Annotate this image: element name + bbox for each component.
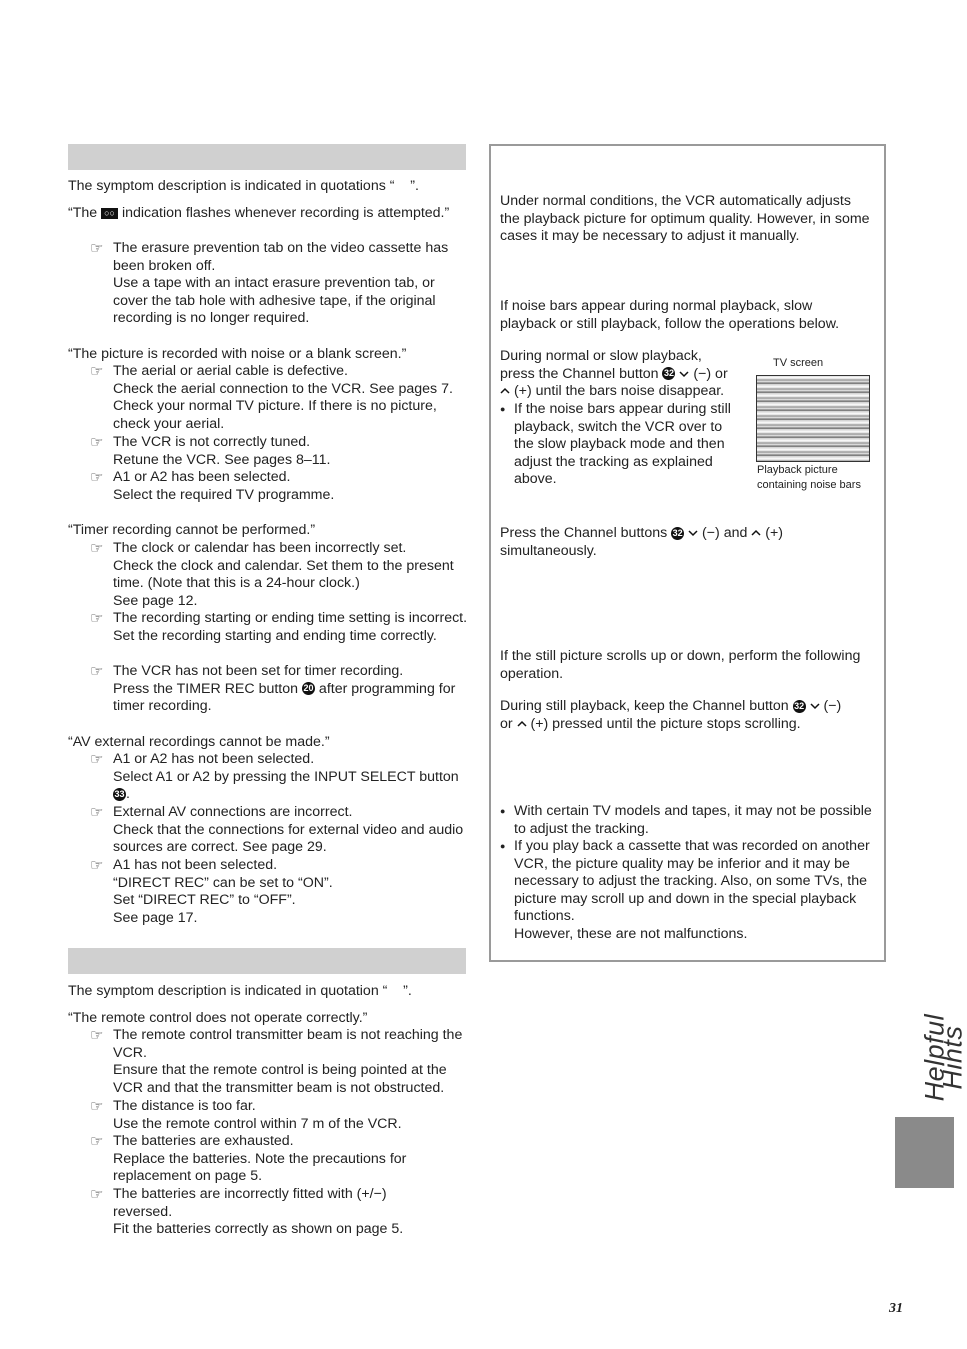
still-playback-instruction: During still playback, keep the Channel button 32 (−) or (+) pressed until the picture stops scrolling. — [500, 698, 842, 732]
note-item — [500, 838, 875, 944]
noise-bars-intro: If noise bars appear during normal playback, slow playback or still playback, follow the operations below. — [500, 298, 840, 332]
note-text: With certain TV models and tapes, it may not be possible to adjust the tracking. — [514, 803, 872, 837]
pointing-hand-icon: ☞ — [90, 857, 104, 874]
remedy-text: Select A1 or A2 by pressing the INPUT SELECT button 33 . — [113, 768, 459, 803]
remedy-text: Check that the connections for external video and audio sources are correct. See page 29. — [113, 821, 464, 856]
cause-item — [90, 540, 470, 610]
cause-item — [90, 1133, 470, 1186]
pointing-hand-icon: ☞ — [90, 363, 104, 380]
bullet-item — [500, 401, 740, 489]
cause-item — [90, 434, 470, 469]
remedy-text: Ensure that the remote control is being pointed at the VCR and that the transmitter beam is not obstructed. — [113, 1062, 447, 1096]
pointing-hand-icon: ☞ — [90, 1186, 104, 1203]
cause-text: The distance is too far. — [113, 1098, 256, 1114]
chevron-down-icon — [679, 369, 689, 379]
pointing-hand-icon: ☞ — [90, 434, 104, 451]
still-scroll-intro: If the still picture scrolls up or down, perform the following operation. — [500, 648, 861, 682]
pointing-hand-icon: ☞ — [90, 469, 104, 486]
normal-slow-instruction: During normal or slow playback, press the Channel button 32 (−) or (+) until the bars noise disappear. — [500, 348, 728, 400]
section-header-bar — [68, 144, 466, 170]
chevron-up-icon — [751, 528, 761, 538]
remedy-text: Press the TIMER REC button 20 after programming for timer recording. — [113, 680, 456, 715]
tv-picture-caption: Playback picture containing noise bars — [757, 464, 861, 491]
pointing-hand-icon: ☞ — [90, 1133, 104, 1150]
remedy-text: Check the clock and calendar. Set them to the present time. (Note that this is a 24-hour clock.) — [113, 557, 454, 592]
remedy-text: Set the recording starting and ending time correctly. — [113, 627, 437, 644]
cause-text: The recording starting or ending time setting is incorrect. — [113, 610, 468, 626]
bullet-text: If the noise bars appear during still playback, switch the VCR over to the slow playback mode and then adjust the tracking as explained above. — [514, 401, 731, 488]
remedy-text: Set “DIRECT REC” to “OFF”. — [113, 892, 296, 909]
cause-item — [90, 610, 470, 645]
cause-item — [90, 804, 470, 857]
chevron-down-icon — [810, 701, 820, 711]
cause-text: A1 has not been selected. — [113, 857, 278, 873]
remedy-text: “DIRECT REC” can be set to “ON”. — [113, 874, 333, 891]
pointing-hand-icon: ☞ — [90, 751, 104, 768]
bullet-icon: ● — [500, 806, 506, 816]
intro-text: The symptom description is indicated in quotations “ ”. — [68, 178, 419, 194]
remedy-text: See page 12. — [113, 592, 198, 609]
cause-item — [90, 363, 470, 433]
cause-text: The aerial or aerial cable is defective. — [113, 363, 349, 379]
cause-item — [90, 240, 470, 328]
intro-text: The symptom description is indicated in quotation “ ”. — [68, 983, 412, 999]
pointing-hand-icon: ☞ — [90, 610, 104, 627]
remedy-text: Retune the VCR. See pages 8–11. — [113, 451, 331, 468]
cause-item — [90, 663, 470, 716]
cause-item — [90, 1098, 470, 1133]
remedy-text: Use a tape with an intact erasure prevention tab, or cover the tab hole with adhesive tape, if the original recording is no longer required. — [113, 275, 436, 327]
remedy-text: Select the required TV programme. — [113, 486, 335, 503]
cause-text: The clock or calendar has been incorrectly set. — [113, 540, 407, 556]
symptom-text — [68, 205, 468, 223]
cause-item — [90, 469, 470, 504]
note-text: If you play back a cassette that was recorded on another VCR, the picture quality may be inferior and it may be necessary to adjust the tracking. Also, on some TVs, the picture may scroll up and down in the special playback functions. — [514, 838, 870, 925]
channel-button-badge: 32 — [663, 368, 674, 379]
note-text: However, these are not malfunctions. — [514, 925, 748, 942]
cause-text: The remote control transmitter beam is not reaching the VCR. — [113, 1027, 463, 1061]
symptom-text: “The picture is recorded with noise or a blank screen.” — [68, 346, 407, 362]
button-number-badge: 33 — [114, 788, 125, 799]
section-header-bar — [68, 948, 466, 974]
cause-item — [90, 1027, 470, 1097]
symptom-text: “The remote control does not operate correctly.” — [68, 1010, 368, 1026]
chevron-down-icon — [688, 528, 698, 538]
pointing-hand-icon: ☞ — [90, 804, 104, 821]
symptom-text: “AV external recordings cannot be made.” — [68, 734, 330, 750]
cause-text: A1 or A2 has been selected. — [113, 469, 291, 485]
cause-text: The erasure prevention tab on the video cassette has been broken off. — [113, 240, 449, 274]
pointing-hand-icon: ☞ — [90, 1098, 104, 1115]
note-item — [500, 803, 875, 838]
button-number-badge: 20 — [303, 683, 314, 694]
remedy-text: Replace the batteries. Note the precautions for replacement on page 5. — [113, 1150, 407, 1185]
tracking-intro: Under normal conditions, the VCR automatically adjusts the playback picture for optimum quality. However, in some cases it may be necessary to adjust it manually. — [500, 193, 870, 245]
cause-text: The batteries are exhausted. — [113, 1133, 294, 1149]
cassette-indicator-icon: ○○ — [101, 208, 118, 219]
noise-bars-picture — [756, 375, 870, 462]
pointing-hand-icon: ☞ — [90, 540, 104, 557]
side-tab-marker — [895, 1117, 954, 1188]
remedy-text: Check the aerial connection to the VCR. See pages 7. — [113, 380, 453, 397]
cause-text: The VCR is not correctly tuned. — [113, 434, 311, 450]
remedy-text: Fit the batteries correctly as shown on page 5. — [113, 1221, 404, 1238]
remedy-text: See page 17. — [113, 909, 198, 926]
remedy-text: Check your normal TV picture. If there is no picture, check your aerial. — [113, 398, 437, 432]
pointing-hand-icon: ☞ — [90, 240, 104, 257]
channel-button-badge: 32 — [794, 700, 805, 711]
cause-item — [90, 1186, 430, 1239]
pointing-hand-icon: ☞ — [90, 663, 104, 680]
cause-text: A1 or A2 has not been selected. — [113, 751, 315, 767]
bullet-icon: ● — [500, 404, 506, 414]
symptom-text: “Timer recording cannot be performed.” — [68, 522, 316, 538]
cause-text: The VCR has not been set for timer recording. — [113, 663, 404, 679]
symptom-pre: “The — [68, 205, 102, 221]
tv-screen-label: TV screen — [773, 357, 824, 369]
cause-text: The batteries are incorrectly fitted with (+/−) reversed. — [113, 1186, 387, 1220]
pointing-hand-icon: ☞ — [90, 1027, 104, 1044]
side-section-label: Helpful Hints — [919, 1013, 967, 1102]
page-number: 31 — [889, 1301, 903, 1316]
symptom-post: indication flashes whenever recording is attempted.” — [118, 205, 450, 221]
bullet-icon: ● — [500, 841, 506, 851]
remedy-text: Use the remote control within 7 m of the VCR. — [113, 1115, 402, 1132]
chevron-up-icon — [517, 719, 527, 729]
cause-item — [90, 857, 470, 927]
chevron-up-icon — [500, 386, 510, 396]
channel-button-badge: 32 — [672, 527, 683, 538]
simultaneous-instruction: Press the Channel buttons 32 (−) and (+) simultaneously. — [500, 525, 784, 559]
cause-text: External AV connections are incorrect. — [113, 804, 353, 820]
cause-item — [90, 751, 470, 804]
